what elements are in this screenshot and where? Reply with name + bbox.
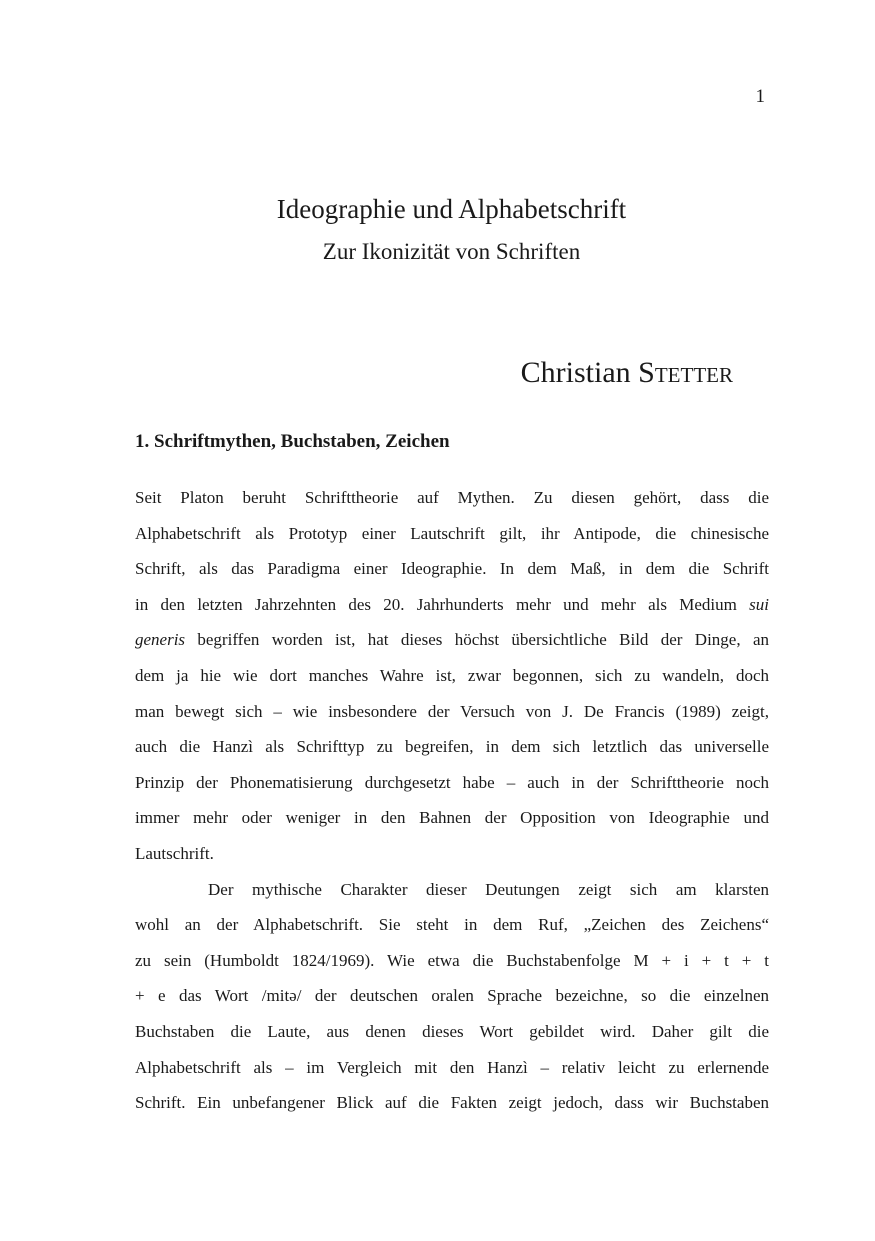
paragraph-2-line-1: Der mythische Charakter dieser Deutungen zeigt sich am klarsten — [208, 879, 769, 899]
document-title: Ideographie und Alphabetschrift — [276, 194, 627, 224]
paragraph-1-line-8: auch die Hanzì als Schrifttyp zu begreifen, in dem sich letztlich das universelle — [135, 737, 769, 757]
page-number: 1 — [755, 86, 765, 107]
paragraph-2-line-2: wohl an der Alphabetschrift. Sie steht in dem Ruf, „Zeichen des Zeichens“ — [135, 915, 769, 935]
paragraph-1-line-2: Alphabetschrift als Prototyp einer Lautschrift gilt, ihr Antipode, die chinesische — [135, 523, 769, 543]
paragraph-1-line-10: immer mehr oder weniger in den Bahnen der Opposition von Ideographie und — [135, 808, 769, 828]
paragraph-2-line-5: Buchstaben die Laute, aus denen dieses Wort gebildet wird. Daher gilt die — [135, 1021, 769, 1041]
paragraph-1-line-4-text: in den letzten Jahrzehnten des 20. Jahrhunderts mehr und mehr als Medium — [135, 594, 737, 614]
body-text — [135, 480, 769, 1121]
paragraph-1-line-1: Seit Platon beruht Schrifttheorie auf Mythen. Zu diesen gehört, dass die — [135, 488, 769, 507]
italic-sui: sui — [749, 594, 770, 614]
document-subtitle: Zur Ikonizität von Schriften — [322, 239, 581, 264]
paragraph-2-line-3: zu sein (Humboldt 1824/1969). Wie etwa die Buchstabenfolge M + i + t + t — [135, 950, 769, 970]
paragraph-1-line-11: Lautschrift. — [135, 843, 214, 863]
paragraph-1-line-6: dem ja hie wie dort manches Wahre ist, zwar begonnen, sich zu wandeln, doch — [135, 665, 769, 685]
author-given-name: Christian — [520, 356, 631, 389]
author-name — [380, 356, 733, 390]
paragraph-2-line-7: Schrift. Ein unbefangener Blick auf die Fakten zeigt jedoch, dass wir Buchstaben — [135, 1093, 769, 1113]
paragraph-2-line-6: Alphabetschrift als – im Vergleich mit den Hanzì – relativ leicht zu erlernende — [135, 1057, 769, 1077]
paragraph-1-line-7: man bewegt sich – wie insbesondere der Versuch von J. De Francis (1989) zeigt, — [135, 701, 769, 721]
italic-generis: generis — [135, 630, 186, 650]
paragraph-1-line-5-text: begriffen worden ist, hat dieses höchst übersichtliche Bild der Dinge, an — [197, 630, 769, 650]
paragraph-1-line-9: Prinzip der Phonematisierung durchgesetzt habe – auch in der Schrifttheorie noch — [135, 772, 769, 792]
paragraph-1-line-5 — [135, 622, 769, 658]
paragraph-2-line-4: + e das Wort /mitə/ der deutschen oralen Sprache bezeichne, so die einzelnen — [135, 986, 769, 1006]
section-heading: 1. Schriftmythen, Buchstaben, Zeichen — [135, 431, 450, 452]
paragraph-1-line-3: Schrift, als das Paradigma einer Ideographie. In dem Maß, in dem die Schrift — [135, 559, 769, 579]
paragraph-1-line-4 — [135, 587, 769, 623]
author-surname: Stetter — [638, 356, 733, 389]
